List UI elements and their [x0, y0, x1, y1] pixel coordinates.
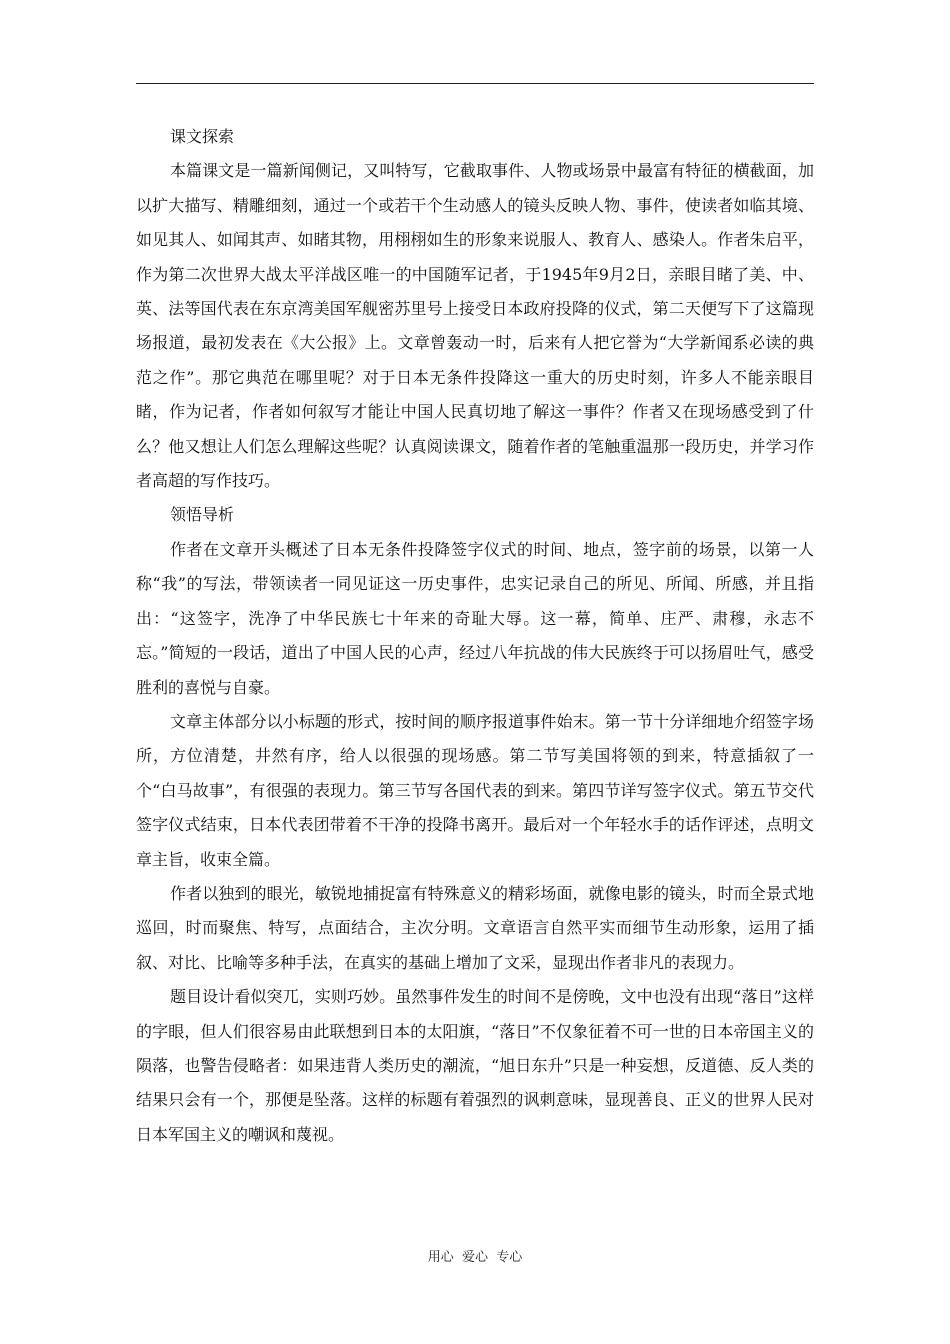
- paragraph: 作者在文章开头概述了日本无条件投降签字仪式的时间、地点，签字前的场景，以第一人称“我”的写法，带领读者一同见证这一历史事件，忠实记录自己的所见、所闻、所感，并且指出：“这签字，洗净了中华民族七十年来的奇耻大辱。这一幕，简单、庄严、肃穆，永志不忘。”简短的一段话，道出了中国人民的心声，经过八年抗战的伟大民族终于可以扬眉吐气，感受胜利的喜悦与自豪。: [136, 539, 814, 697]
- paragraph: 题目设计看似突兀，实则巧妙。虽然事件发生的时间不是傍晚，文中也没有出现“落日”这样的字眼，但人们很容易由此联想到日本的太阳旗，“落日”不仅象征着不可一世的日本帝国主义的陨落，也警告侵略者：如果违背人类历史的潮流，“旭日东升”只是一种妄想，反道德、反人类的结果只会有一个，那便是坠落。这样的标题有着强烈的讽刺意味，显现善良、正义的世界人民对日本军国主义的嘲讽和蔑视。: [136, 987, 814, 1144]
- paragraph: 本篇课文是一篇新闻侧记，又叫特写，它截取事件、人物或场景中最富有特征的横截面，加以扩大描写、精雕细刻，通过一个或若干个生动感人的镜头反映人物、事件，使读者如临其境、如见其人、如闻其声、如睹其物，用栩栩如生的形象来说服人、教育人、感染人。作者朱启平，作为第二次世界大战太平洋战区唯一的中国随军记者，于1945年9月2日，亲眼目睹了美、中、英、法等国代表在东京湾美国军舰密苏里号上接受日本政府投降的仪式，第二天便写下了这篇现场报道，最初发表在《大公报》上。文章曾轰动一时，后来有人把它誉为“大学新闻系必读的典范之作”。那它典范在哪里呢？对于日本无条件投降这一重大的历史时刻，许多人不能亲眼目睹，作为记者，作者如何叙写才能让中国人民真切地了解这一事件？作者又在现场感受到了什么？他又想让人们怎么理解这些呢？认真阅读课文，随着作者的笔触重温那一段历史，并学习作者高超的写作技巧。: [136, 161, 814, 491]
- document-body: [136, 120, 814, 1152]
- header-rule: [136, 83, 814, 84]
- page-footer: 用心 爱心 专心: [427, 1250, 523, 1265]
- paragraph: 作者以独到的眼光，敏锐地捕捉富有特殊意义的精彩场面，就像电影的镜头，时而全景式地巡回，时而聚焦、特写，点面结合，主次分明。文章语言自然平实而细节生动形象，运用了插叙、对比、比喻等多种手法，在真实的基础上增加了文采，显现出作者非凡的表现力。: [136, 883, 814, 972]
- paragraph: 文章主体部分以小标题的形式，按时间的顺序报道事件始末。第一节十分详细地介绍签字场所，方位清楚，井然有序，给人以很强的现场感。第二节写美国将领的到来，特意插叙了一个“白马故事”，有很强的表现力。第三节写各国代表的到来。第四节详写签字仪式。第五节交代签字仪式结束，日本代表团带着不干净的投降书离开。最后对一个年轻水手的话作评述，点明文章主旨，收束全篇。: [136, 711, 814, 869]
- section-heading-explore: 课文探索: [170, 127, 235, 146]
- section-heading-analysis: 领悟导析: [170, 505, 235, 525]
